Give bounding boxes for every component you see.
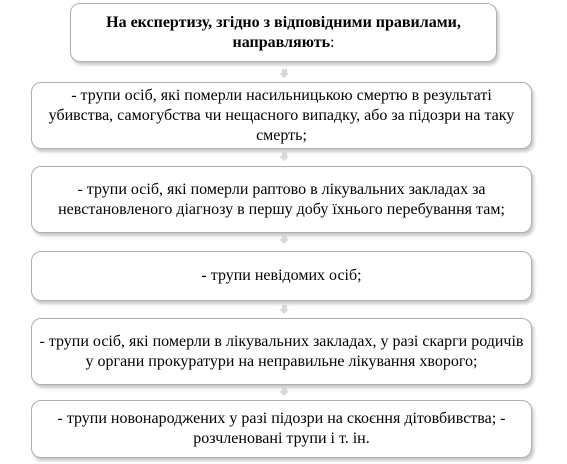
item-box-2 <box>31 166 532 233</box>
item-text-3: - трупи невідомих осіб; <box>201 267 362 284</box>
header-colon: : <box>330 33 335 51</box>
header-box <box>70 3 497 62</box>
item-text-2: - трупи осіб, які померли раптово в лікувальних закладах за невстановленого діагнозу в першу добу їхнього перебування там; <box>58 180 505 218</box>
header-bold-text: На експертизу, згідно з відповідними правилами, направляють <box>106 13 461 51</box>
item-text-4: - трупи осіб, які померли в лікувальних закладах, у разі скарги родичів у органи прокуратури на неправильне лікування хворого; <box>39 332 524 370</box>
item-box-4 <box>31 318 532 385</box>
item-box-5 <box>31 400 532 458</box>
item-box-3 <box>31 251 532 301</box>
header-text <box>77 13 490 53</box>
item-text-1: - трупи осіб, які померли насильницькою смертю в результаті убивства, самогубства чи нещасного випадку, або за підозри на таку смерть; <box>48 86 515 144</box>
item-text-5: - трупи новонароджених у разі підозри на скоєння дітовбивства; - розчленовані трупи і т. ін. <box>57 410 506 447</box>
item-box-1 <box>31 82 532 149</box>
